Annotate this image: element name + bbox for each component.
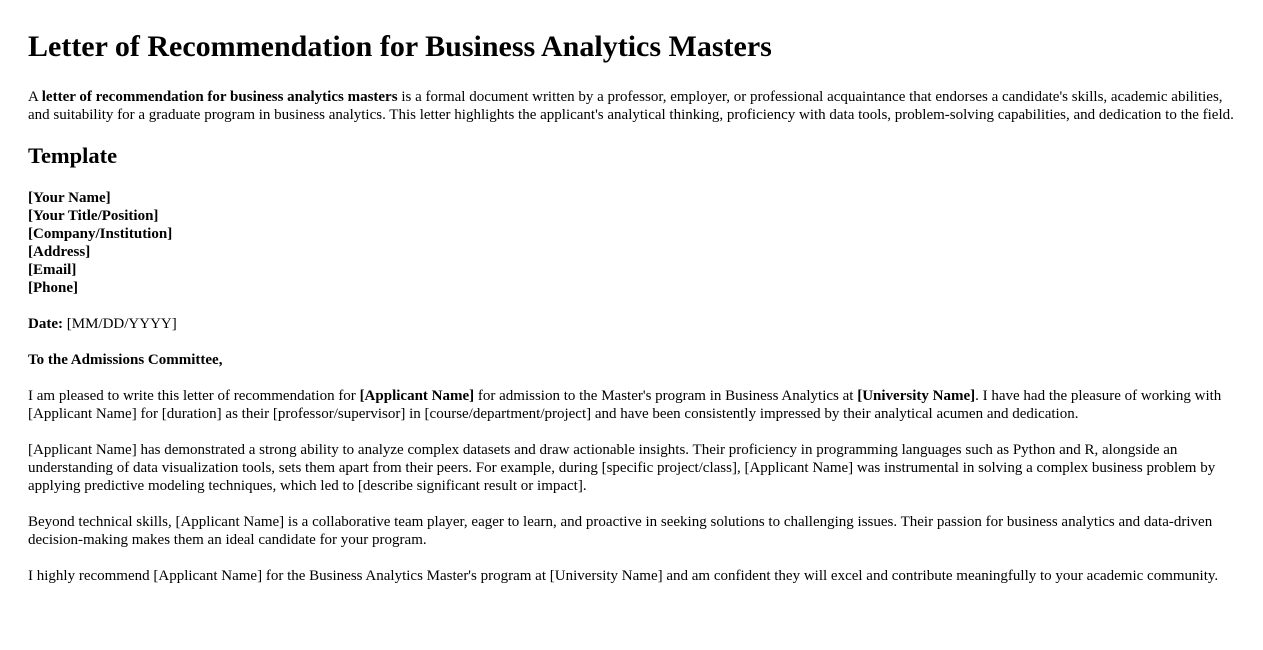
para1-applicant-name: [Applicant Name]	[359, 388, 475, 404]
body-paragraph-4: I highly recommend [Applicant Name] for the Business Analytics Master's program at [University Name] and am confident they will excel and contribute meaningfully to your academic community.	[28, 568, 1219, 584]
date-label: Date:	[28, 316, 63, 332]
sender-name: [Your Name]	[28, 190, 111, 206]
intro-bold-term: letter of recommendation for business analytics masters	[41, 89, 398, 105]
intro-text-end: is a formal document written by a professor, employer, or professional acquaintance that endorses a candidate's skills, academic abilities, and suitability for a graduate program in business analytics. This letter highlights the applicant's analytical thinking, proficiency with data tools, problem-solving capabilities, and dedication to the field.	[28, 89, 1234, 123]
body-paragraph-3: Beyond technical skills, [Applicant Name] is a collaborative team player, eager to learn, and proactive in seeking solutions to challenging issues. Their passion for business analytics and data-driven decision-making makes them an ideal candidate for your program.	[28, 514, 1213, 548]
para1-text-c: . I have had the pleasure of working with [Applicant Name] for [duration] as their [professor/supervisor] in [course/department/project] and have been consistently impressed by their analytical acumen and dedication.	[28, 388, 1222, 422]
date-line	[28, 315, 1235, 333]
salutation	[28, 351, 1235, 369]
page-title: Letter of Recommendation for Business Analytics Masters	[28, 30, 772, 63]
body-paragraph-1	[28, 387, 1235, 423]
sender-email: [Email]	[28, 262, 77, 278]
intro-paragraph	[28, 88, 1235, 124]
template-heading: Template	[28, 143, 118, 168]
sender-block	[28, 189, 1235, 297]
salutation-text: To the Admissions Committee,	[28, 352, 223, 368]
sender-address: [Address]	[28, 244, 91, 260]
intro-text-start: A	[28, 89, 42, 105]
date-value: [MM/DD/YYYY]	[62, 316, 177, 332]
sender-title: [Your Title/Position]	[28, 208, 159, 224]
sender-phone: [Phone]	[28, 280, 78, 296]
para1-text-a: I am pleased to write this letter of recommendation for	[28, 388, 360, 404]
sender-company: [Company/Institution]	[28, 226, 173, 242]
para1-text-b: for admission to the Master's program in Business Analytics at	[474, 388, 858, 404]
para1-university-name: [University Name]	[857, 388, 976, 404]
body-paragraph-2: [Applicant Name] has demonstrated a strong ability to analyze complex datasets and draw actionable insights. Their proficiency in programming languages such as Python and R, alongside an understanding of data visualization tools, sets them apart from their peers. For example, during [specific project/class], [Applicant Name] was instrumental in solving a complex business problem by applying predictive modeling techniques, which led to [describe significant result or impact].	[28, 442, 1216, 494]
